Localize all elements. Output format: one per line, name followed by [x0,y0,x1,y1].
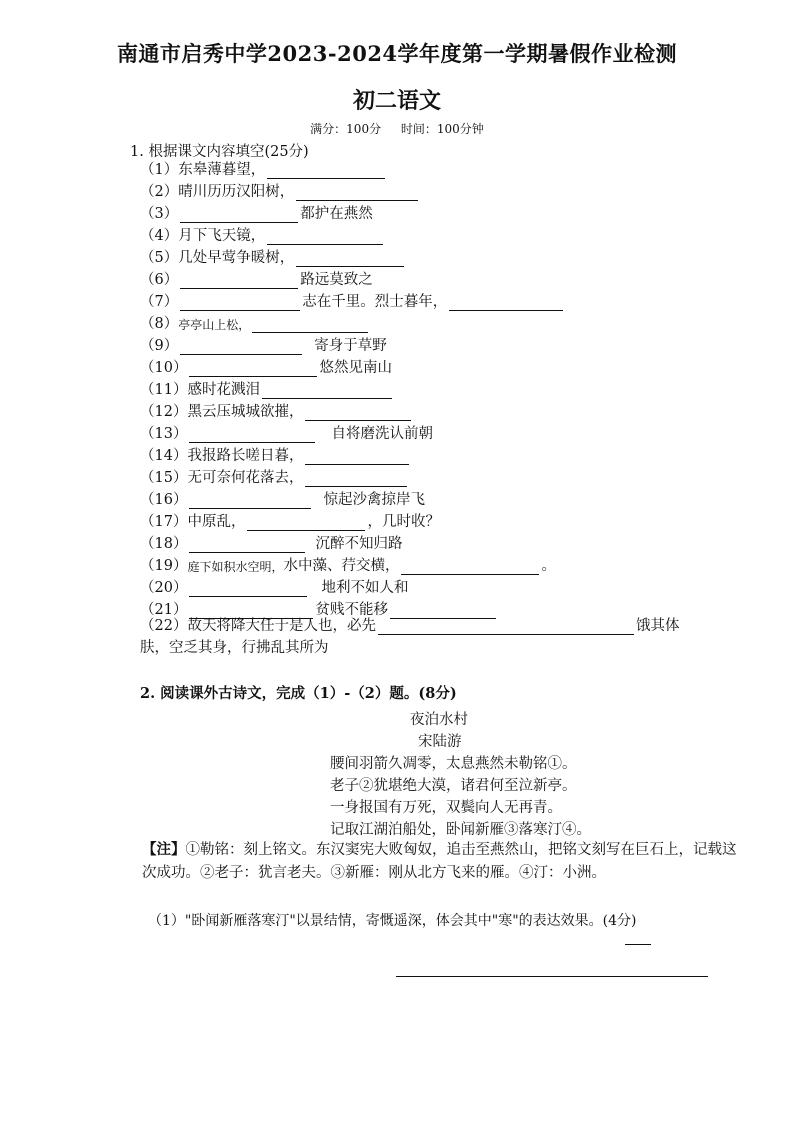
item-text-post: 惊起沙禽掠岸飞 [323,492,425,508]
item-number: （6） [140,272,179,288]
answer-blank[interactable] [247,514,365,531]
question-1-heading: 1. 根据课文内容填空(25分) [130,144,309,160]
poem-line: 腰间羽箭久凋零，太息燕然未勒铭①。 [330,756,577,772]
item-text-pre: 我报路长嗟日暮， [187,448,304,464]
fill-item-17 [140,510,440,531]
item-text-pre: 晴川历历汉阳树， [178,184,295,200]
fill-item-9 [140,334,387,355]
item-number: （5） [140,250,179,266]
time-info: 时间：100分钟 [400,122,484,136]
answer-blank[interactable] [180,206,298,223]
item-text-post: 寄身于草野 [314,338,387,354]
fill-item-8 [140,312,370,333]
page-subtitle: 初二语文 [352,88,441,114]
question-2-heading: 2. 阅读课外古诗文，完成（1）-（2）题。(8分) [140,685,457,702]
answer-blank[interactable] [252,316,368,333]
exam-meta [0,120,794,137]
item-text-pre: 月下飞天镜， [178,228,266,244]
item-text-pre: 故天将降大任于是人也，必先 [187,618,376,634]
item-text-pre: 中原乱， [187,514,246,530]
answer-blank[interactable] [189,536,305,553]
item-number: （1） [140,162,179,178]
fill-item-6 [140,268,373,289]
answer-blank[interactable] [378,618,634,635]
fill-item-4 [140,224,385,245]
fill-item-5 [140,246,406,267]
answer-blank[interactable] [189,492,311,509]
item-text-post: 饿其体 [635,618,680,634]
answer-blank[interactable] [449,294,563,311]
item-text-post: 悠然见南山 [319,360,392,376]
answer-blank[interactable] [262,382,392,399]
note-label: 【注】 [142,841,186,858]
fill-item-19: （19） 庭下如积水空明， 水中藻、荇交横， 。 [140,554,556,575]
item-text-post: 自将磨洗认前朝 [331,426,433,442]
item-number: （14） [140,448,188,464]
sub-question-1: （1）"卧闻新雁落寒汀"以景结情，寄慨遥深，体会其中"寒"的表达效果。(4分) [148,913,637,929]
answer-blank[interactable] [180,338,302,355]
item-text-post: ，几时收？ [367,514,440,530]
fill-item-13 [140,422,433,443]
answer-blank[interactable] [180,294,300,311]
poem-line: 一身报国有万死，双鬓向人无再青。 [330,800,562,816]
answer-blank[interactable] [267,162,385,179]
item-text-pre: 亭亭山上松， [178,318,251,332]
fill-item-15 [140,466,409,487]
item-number: （4） [140,228,179,244]
fill-item-10 [140,356,392,377]
fill-item-2 [140,180,420,201]
divider [625,944,651,945]
answer-blank[interactable] [401,558,539,575]
item-number: （3） [140,206,179,222]
page-title: 南通市启秀中学2023-2024学年度第一学期暑假作业检测 [116,41,678,66]
poem-notes [142,838,738,885]
poem-title: 夜泊水村 [410,712,468,728]
answer-blank[interactable] [296,184,418,201]
fill-item-22-continuation: 肤，空乏其身，行拂乱其所为 [140,640,329,656]
item-text-pre: 黑云压城城欲摧， [187,404,304,420]
item-text-post: 地利不如人和 [321,580,409,596]
fill-item-18 [140,532,402,553]
item-text-post: 贫贱不能移 [315,602,388,618]
fill-item-16 [140,488,425,509]
item-text-pre: 东皋薄暮望， [178,162,266,178]
fill-item-11 [140,378,394,399]
answer-blank[interactable] [189,426,315,443]
poem-line: 记取江湖泊船处，卧闻新雁③落寒汀④。 [330,822,591,838]
item-text-pre: 几处早莺争暖树， [178,250,295,266]
item-number: （20） [140,580,188,596]
item-number: （19） [140,558,188,574]
item-number: （16） [140,492,188,508]
item-text-post: 都护在燕然 [300,206,373,222]
answer-blank[interactable] [189,580,307,597]
item-number: （22） [140,618,188,634]
item-text-pre: 庭下如积水空明， [187,560,284,574]
item-number: （11） [140,382,188,398]
item-number: （13） [140,426,188,442]
fill-item-3 [140,202,373,223]
fill-item-20 [140,576,408,597]
answer-line[interactable] [396,976,708,977]
fill-item-14 [140,444,411,465]
answer-blank[interactable] [267,228,383,245]
fill-item-7 [140,290,565,311]
item-number: （17） [140,514,188,530]
item-number: （9） [140,338,179,354]
poem-author: 宋陆游 [418,734,462,750]
item-number: （18） [140,536,188,552]
item-number: （8） [140,316,179,332]
item-number: （15） [140,470,188,486]
fill-item-1 [140,158,387,179]
answer-blank[interactable] [305,448,409,465]
item-text-post: 水中藻、荇交横， [283,558,400,574]
item-text-pre: 感时花溅泪 [187,382,260,398]
item-number: （10） [140,360,188,376]
item-text-post: 路远莫致之 [300,272,373,288]
answer-blank[interactable] [296,250,404,267]
item-number: （12） [140,404,188,420]
answer-blank[interactable] [305,470,407,487]
note-text: ①勒铭：刻上铭文。东汉窦宪大败匈奴，追击至燕然山，把铭文刻写在巨石上，记载这次成功。②老子：犹言老夫。③新雁：刚从北方飞来的雁。④汀：小洲。 [142,842,737,881]
fill-item-12 [140,400,413,421]
answer-blank[interactable] [305,404,411,421]
answer-blank[interactable] [189,360,317,377]
item-text-post: 志在千里。烈士暮年， [302,294,448,310]
score-info: 满分：100分 [310,122,382,136]
item-text-pre: 无可奈何花落去， [187,470,304,486]
item-number: （7） [140,294,179,310]
item-text-post: 沉醉不知归路 [315,536,403,552]
poem-line: 老子②犹堪绝大漠，诸君何至泣新亭。 [330,778,577,794]
item-number: （21） [140,602,188,618]
fill-item-22 [140,614,679,635]
item-number: （2） [140,184,179,200]
answer-blank[interactable] [180,272,298,289]
